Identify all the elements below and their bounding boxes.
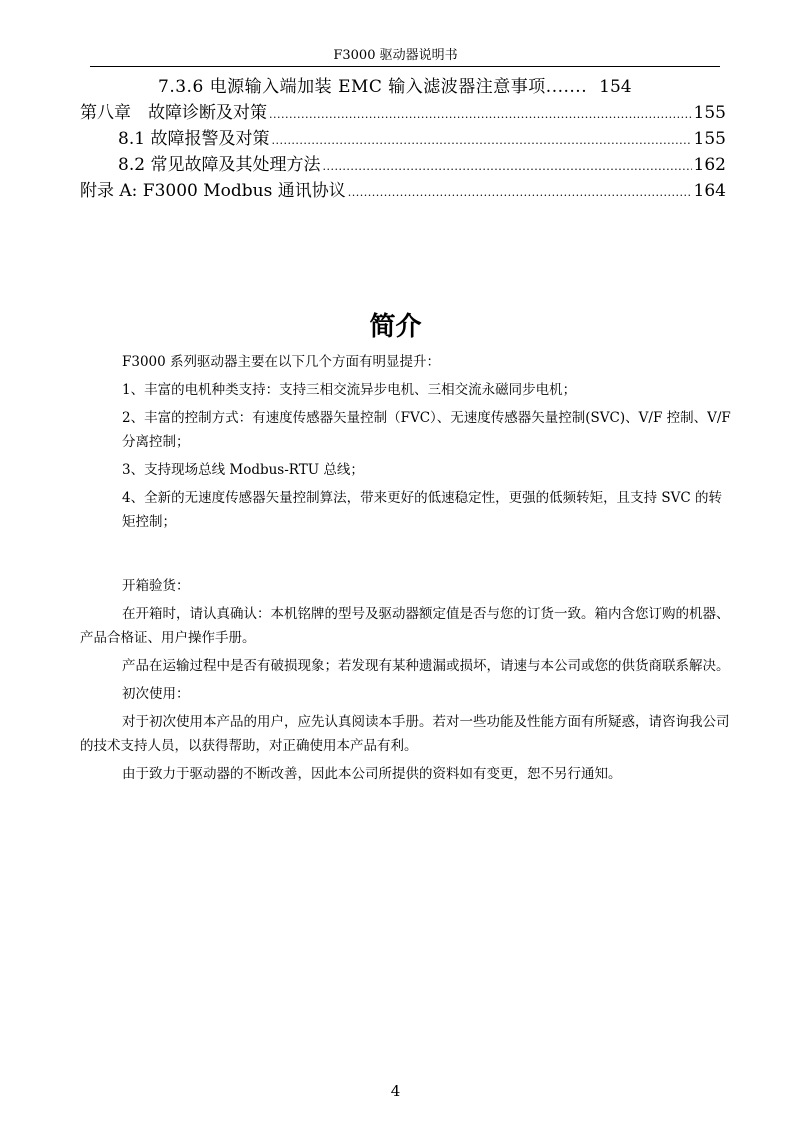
toc-label: 7.3.6 电源输入端加装 EMC 输入滤波器注意事项....... <box>158 77 588 97</box>
toc-page: 155 <box>693 129 726 149</box>
toc-page: 164 <box>693 181 726 201</box>
unpack-heading: 开箱验货： <box>122 578 190 594</box>
toc-leader <box>271 130 691 152</box>
first-use-heading: 初次使用： <box>122 686 190 702</box>
toc-entry-appendix-a[interactable] <box>80 180 726 204</box>
toc-page: 155 <box>693 103 726 123</box>
unpack-paragraph-2: 产品在运输过程中是否有破损现象；若发现有某种遗漏或损坏，请速与本公司或您的供货商联系解决。 <box>122 658 730 674</box>
notice-paragraph: 由于致力于驱动器的不断改善，因此本公司所提供的资料如有变更，恕不另行通知。 <box>122 766 622 782</box>
list-item: 4、全新的无速度传感器矢量控制算法，带来更好的低速稳定性，更强的低频转矩，且支持 SVC 的转矩控制； <box>122 490 722 530</box>
list-item: 1、丰富的电机种类支持：支持三相交流异步电机、三相交流永磁同步电机； <box>122 382 577 398</box>
section-title: 简介 <box>369 312 422 342</box>
toc-entry-8-2[interactable] <box>118 154 726 178</box>
toc-label: 第八章 故障诊断及对策 <box>80 103 267 123</box>
toc-entry-chapter-8[interactable] <box>80 102 726 126</box>
feature-list <box>80 350 732 534</box>
toc-entry-7-3-6[interactable] <box>158 76 688 98</box>
page-number: 4 <box>390 1082 401 1100</box>
toc-entry-8-1[interactable] <box>118 128 726 152</box>
toc-label: 附录 A: F3000 Modbus 通讯协议 <box>80 181 346 201</box>
toc-leader <box>269 104 692 126</box>
section-body <box>80 350 732 786</box>
page-header: F3000 驱动器说明书 <box>333 48 458 63</box>
toc-label: 8.2 常见故障及其处理方法 <box>118 155 321 175</box>
first-use-paragraph: 对于初次使用本产品的用户，应先认真阅读本手册。若对一些功能及性能方面有所疑惑，请咨询我公司的技术支持人员，以获得帮助，对正确使用本产品有利。 <box>80 714 730 754</box>
list-item: 3、支持现场总线 Modbus-RTU 总线； <box>122 462 364 478</box>
toc-leader <box>348 182 692 204</box>
toc-leader <box>322 156 691 178</box>
toc-page: 162 <box>693 155 726 175</box>
toc-page: 154 <box>599 77 632 97</box>
header-rule <box>90 66 720 67</box>
toc-label: 8.1 故障报警及对策 <box>118 129 270 149</box>
list-item: 2、丰富的控制方式：有速度传感器矢量控制（FVC）、无速度传感器矢量控制(SVC)、V/F 控制、V/F 分离控制； <box>122 410 731 450</box>
intro-text: F3000 系列驱动器主要在以下几个方面有明显提升： <box>122 354 441 370</box>
unpack-paragraph-1: 在开箱时，请认真确认：本机铭牌的型号及驱动器额定值是否与您的订货一致。箱内含您订购的机器、产品合格证、用户操作手册。 <box>80 606 730 646</box>
